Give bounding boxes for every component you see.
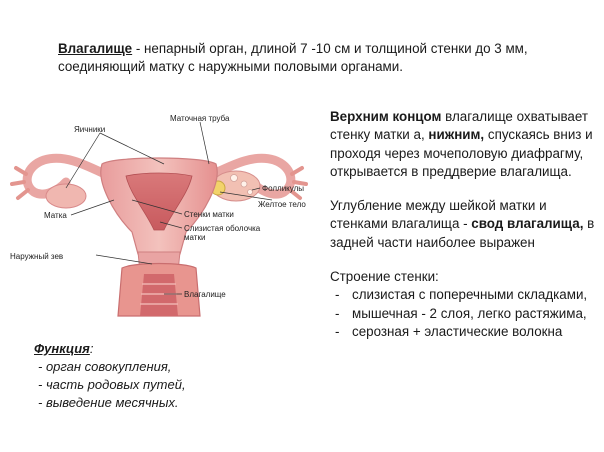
label-uterine-wall: Стенки матки xyxy=(184,210,234,219)
left-fimbriae-shape xyxy=(12,168,28,198)
list-item: - часть родовых путей, xyxy=(38,377,186,392)
label-ovaries: Яичники xyxy=(74,125,106,134)
list-item xyxy=(330,305,600,323)
right-fimbriae-shape xyxy=(290,168,306,198)
structure-item-text: слизистая с поперечными складками, xyxy=(352,287,588,303)
label-follicles: Фолликулы xyxy=(262,184,304,193)
phrase-lower: нижним, xyxy=(428,127,485,143)
follicle-shape xyxy=(241,181,247,187)
label-mucosa-2: матки xyxy=(184,233,206,242)
label-uterus: Матка xyxy=(44,211,67,220)
label-mucosa-1: Слизистая оболочка xyxy=(184,224,261,233)
phrase-upper-end: Верхним концом xyxy=(330,109,442,124)
function-heading xyxy=(34,340,304,358)
p1-text-2: спускаясь вниз и проходя через мочеполовую диафрагму, открывается в преддверие влагалища. xyxy=(330,127,593,179)
dash: - xyxy=(335,323,340,339)
dash: - xyxy=(335,305,340,321)
function-list xyxy=(34,358,304,412)
list-item xyxy=(330,286,600,304)
uterus-diagram xyxy=(4,104,322,322)
spacer xyxy=(330,252,600,268)
p1-text-1: влагалище охватывает стенку матки а, xyxy=(330,109,589,143)
follicle-shape xyxy=(248,190,253,195)
anatomy-illustration xyxy=(4,104,322,322)
label-tube: Маточная труба xyxy=(170,114,230,123)
structure-list xyxy=(330,286,600,341)
spacer xyxy=(330,181,600,197)
intro-paragraph xyxy=(58,40,578,76)
p2-text-1: Углубление между шейкой матки и стенками влагалища - xyxy=(330,198,547,232)
intro-line-1: - непарный орган, длиной 7 -10 см и толщиной стенки до 3 мм, xyxy=(132,41,528,56)
intro-line-2: соединяющий матку с наружными половыми органами. xyxy=(58,59,403,74)
label-os: Наружный зев xyxy=(10,252,64,261)
function-title: Функция xyxy=(34,341,90,356)
structure-item-text: мышечная - 2 слоя, легко растяжима, xyxy=(352,305,587,321)
dash: - xyxy=(335,287,340,303)
p2-text-2: в задней части наиболее выражен xyxy=(330,216,595,250)
function-block xyxy=(34,340,304,412)
list-item xyxy=(330,323,600,341)
paragraph-vault xyxy=(330,197,600,252)
structure-title: Строение стенки: xyxy=(330,269,439,285)
right-text-column xyxy=(330,108,600,341)
label-vagina: Влагалище xyxy=(184,290,226,299)
structure-item-text: серозная + эластические волокна xyxy=(352,323,563,339)
function-colon: : xyxy=(89,341,94,356)
vaginal-canal-shape xyxy=(140,274,178,316)
list-item: - орган совокупления, xyxy=(38,359,172,374)
paragraph-upper-end xyxy=(330,108,600,181)
phrase-vault: свод влагалища, xyxy=(471,216,584,232)
list-item: - выведение месячных. xyxy=(38,395,179,410)
intro-term: Влагалище xyxy=(58,41,133,56)
label-corpus-luteum: Желтое тело xyxy=(258,200,306,209)
follicle-shape xyxy=(231,175,238,182)
